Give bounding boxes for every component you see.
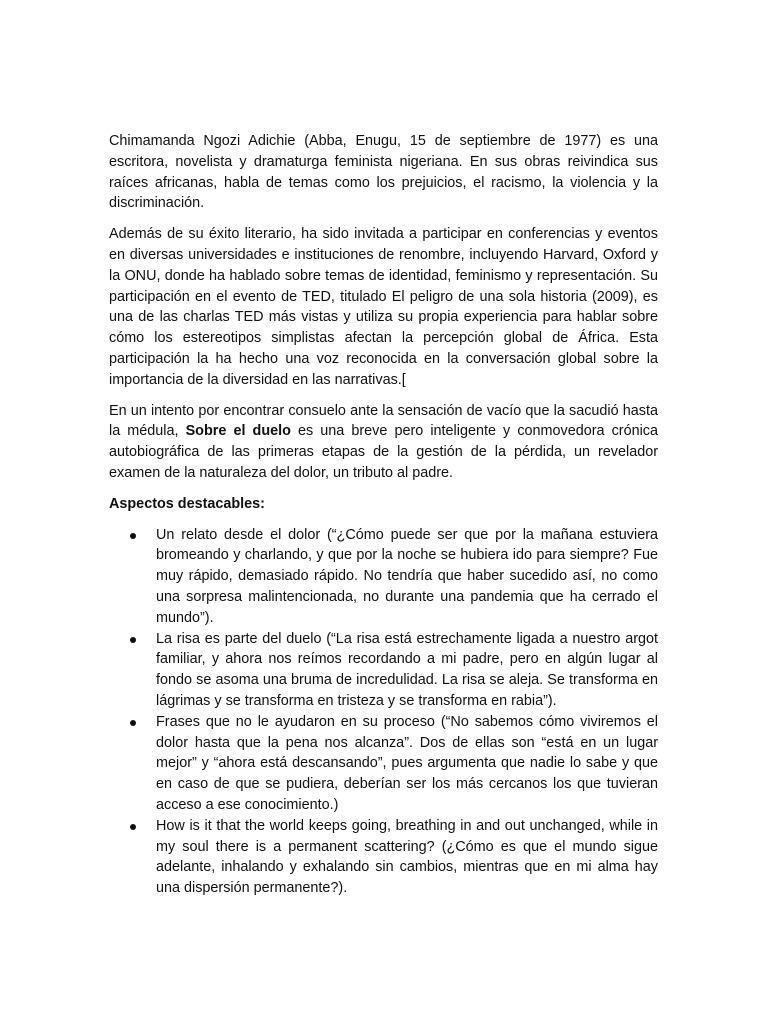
list-item-text: Frases que no le ayudaron en su proceso (“No sabemos cómo viviremos el dolor hasta que la pena nos alcanza”. Dos de ellas son “está en un lugar mejor” y “ahora está descansando”, pues argumenta que nadie lo sabe y que en caso de que se pudiera, deberían ser los más cercanos los que tuvieran acceso a ese conocimiento.) xyxy=(156,713,658,813)
bullet-icon xyxy=(130,720,136,726)
list-item xyxy=(109,816,658,899)
book-paragraph-end: es una breve pero inteligente y conmovedora crónica autobiográfica de las primeras etapas de la gestión de la pérdida, un revelador examen de la naturaleza del dolor, un tributo al padre. xyxy=(109,423,658,481)
bullet-icon xyxy=(130,533,136,539)
list-item xyxy=(109,629,658,712)
document-page xyxy=(109,131,658,899)
bullet-icon xyxy=(130,824,136,830)
intro-paragraph: Chimamanda Ngozi Adichie (Abba, Enugu, 15 de septiembre de 1977) es una escritora, novelista y dramaturga feminista nigeriana. En sus obras reivindica sus raíces africanas, habla de temas como los prejuicios, el racismo, la violencia y la discriminación. xyxy=(109,133,658,212)
book-title: Sobre el duelo xyxy=(185,423,291,440)
highlights-heading: Aspectos destacables: xyxy=(109,495,265,512)
list-item-text: Un relato desde el dolor (“¿Cómo puede ser que por la mañana estuviera bromeando y charlando, y que por la noche se hubiera ido para siempre? Fue muy rápido, demasiado rápido. No tendría que haber sucedido así, no como una sorpresa malintencionada, no durante una pandemia que ha cerrado el mundo”). xyxy=(156,526,658,626)
list-item xyxy=(109,712,658,816)
highlights-list xyxy=(109,525,658,899)
list-item-text: How is it that the world keeps going, breathing in and out unchanged, while in my soul there is a permanent scattering? (¿Cómo es que el mundo sigue adelante, inhalando y exhalando sin cambios, mientras que en mi alma hay una dispersión permanente?). xyxy=(156,817,658,897)
book-paragraph xyxy=(109,401,658,484)
book-paragraph-start: En un intento por encontrar consuelo ante la sensación de vacío que la sacudió hasta la médula, xyxy=(109,402,658,440)
bullet-icon xyxy=(130,637,136,643)
list-item xyxy=(109,525,658,629)
career-paragraph: Además de su éxito literario, ha sido invitada a participar en conferencias y eventos en diversas universidades e instituciones de renombre, incluyendo Harvard, Oxford y la ONU, donde ha hablado sobre temas de identidad, feminismo y representación. Su participación en el evento de TED, titulado El peligro de una sola historia (2009), es una de las charlas TED más vistas y utiliza su propia experiencia para hablar sobre cómo los estereotipos simplistas afectan la percepción global de África. Esta participación la ha hecho una voz reconocida en la conversación global sobre la importancia de la diversidad en las narrativas.[ xyxy=(109,226,658,388)
list-item-text: La risa es parte del duelo (“La risa está estrechamente ligada a nuestro argot familiar, y ahora nos reímos recordando a mi padre, pero en algún lugar al fondo se asoma una bruma de incredulidad. La risa se aleja. Se transforma en lágrimas y se transforma en tristeza y se transforma en rabia”). xyxy=(156,630,658,709)
